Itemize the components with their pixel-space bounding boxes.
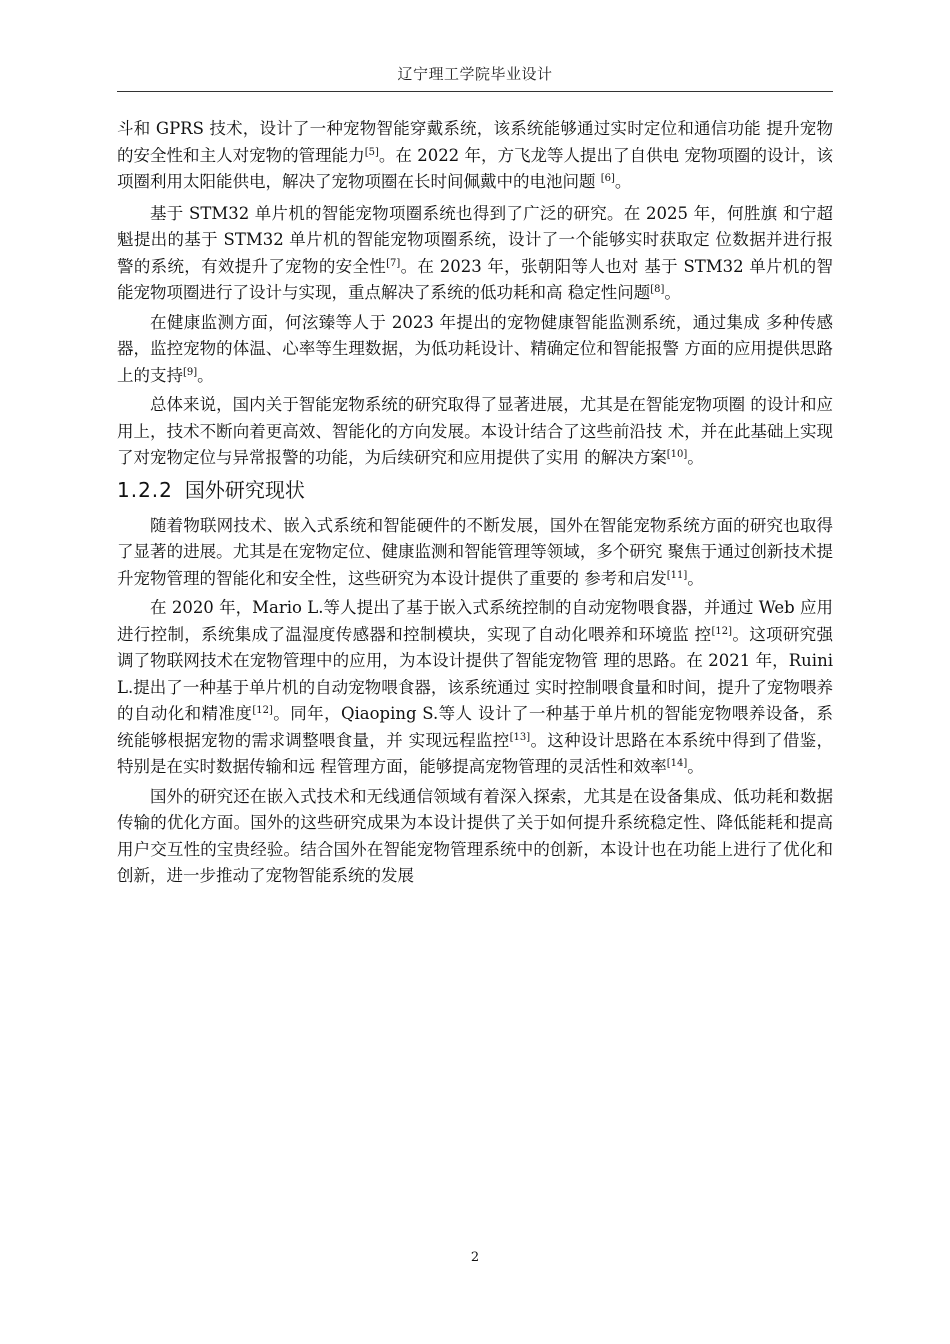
citation-ref: [11] (666, 569, 688, 581)
paragraph: 基于 STM32 单片机的智能宠物项圈系统也得到了广泛的研究。在 2025 年，何胜旗 和宁超魁提出的基于 STM32 单片机的智能宠物项圈系统，设计了一个能够实时获取定 位数据并进行报警的系统，有效提升了宠物的安全性[7]。在 2023 年，张朝阳等人也对 基于 STM32 单片机的智能宠物项圈进行了设计与实现，重点解决了系统的低功耗和高 稳定性问题[8]。 (117, 203, 833, 302)
page-number: 2 (470, 1250, 480, 1265)
citation-ref: [8] (650, 284, 665, 295)
citation-ref: [6] (600, 173, 615, 184)
paragraph: 随着物联网技术、嵌入式系统和智能硬件的不断发展，国外在智能宠物系统方面的研究也取得了显著的进展。尤其是在宠物定位、健康监测和智能管理等领域，多个研究 聚焦于通过创新技术提升宠物管理的智能化和安全性，这些研究为本设计提供了重要的 参考和启发[11]。 (117, 515, 833, 588)
section-number: 1.2.2 (117, 477, 173, 502)
citation-ref: [12] (252, 705, 273, 716)
citation-ref: [12] (711, 625, 733, 637)
paragraph: 国外的研究还在嵌入式技术和无线通信领域有着深入探索，尤其是在设备集成、低功耗和数据传输的优化方面。国外的这些研究成果为本设计提供了关于如何提升系统稳定性、降低能耗和提高用户交互性的宝贵经验。结合国外在智能宠物管理系统中的创新，本设计也在功能上进行了优化和创新，进一步推动了宠物智能系统的发展 (117, 786, 833, 885)
body-text (117, 116, 833, 893)
citation-ref: [13] (509, 731, 531, 743)
paragraph: 在健康监测方面，何泫臻等人于 2023 年提出的宠物健康智能监测系统，通过集成 多种传感器，监控宠物的体温、心率等生理数据，为低功耗设计、精确定位和智能报警 方面的应用提供思路上的支持[9]。 (117, 312, 833, 385)
paragraph: 斗和 GPRS 技术，设计了一种宠物智能穿戴系统，该系统能够通过实时定位和通信功能 提升宠物的安全性和主人对宠物的管理能力[5]。在 2022 年，方飞龙等人提出了自供电 宠物项圈的设计，该项圈利用太阳能供电，解决了宠物项圈在长时间佩戴中的电池问题 [6]。 (117, 119, 833, 191)
citation-ref: [9] (183, 366, 198, 378)
page-header: 辽宁理工学院毕业设计 (397, 65, 553, 83)
citation-ref: [14] (666, 758, 688, 769)
citation-ref: [5] (364, 146, 379, 158)
paragraph: 总体来说，国内关于智能宠物系统的研究取得了显著进展，尤其是在智能宠物项圈 的设计和应用上，技术不断向着更高效、智能化的方向发展。本设计结合了这些前沿技 术，并在此基础上实现了对宠物定位与异常报警的功能，为后续研究和应用提供了实用 的解决方案[10]。 (117, 395, 833, 467)
header-rule (117, 91, 833, 92)
section-heading (117, 475, 833, 505)
citation-ref: [10] (666, 449, 688, 460)
paragraph: 在 2020 年，Mario L.等人提出了基于嵌入式系统控制的自动宠物喂食器，并通过 Web 应用进行控制，系统集成了温湿度传感器和控制模块，实现了自动化喂养和环境监 控[12]。这项研究强调了物联网技术在宠物管理中的应用，为本设计提供了智能宠物管 理的思路。在 2021 年，Ruini L.提出了一种基于单片机的自动宠物喂食器，该系统通过 实时控制喂食量和时间，提升了宠物喂养的自动化和精准度[12]。同年，Qiaoping S.等人 设计了一种基于单片机的智能宠物喂养设备，系统能够根据宠物的需求调整喂食量，并 实现远程监控[13]。这种设计思路在本系统中得到了借鉴，特别是在实时数据传输和远 程管理方面，能够提高宠物管理的灵活性和效率[14]。 (117, 598, 834, 776)
citation-ref: [7] (386, 257, 401, 269)
section-title: 国外研究现状 (184, 477, 305, 502)
